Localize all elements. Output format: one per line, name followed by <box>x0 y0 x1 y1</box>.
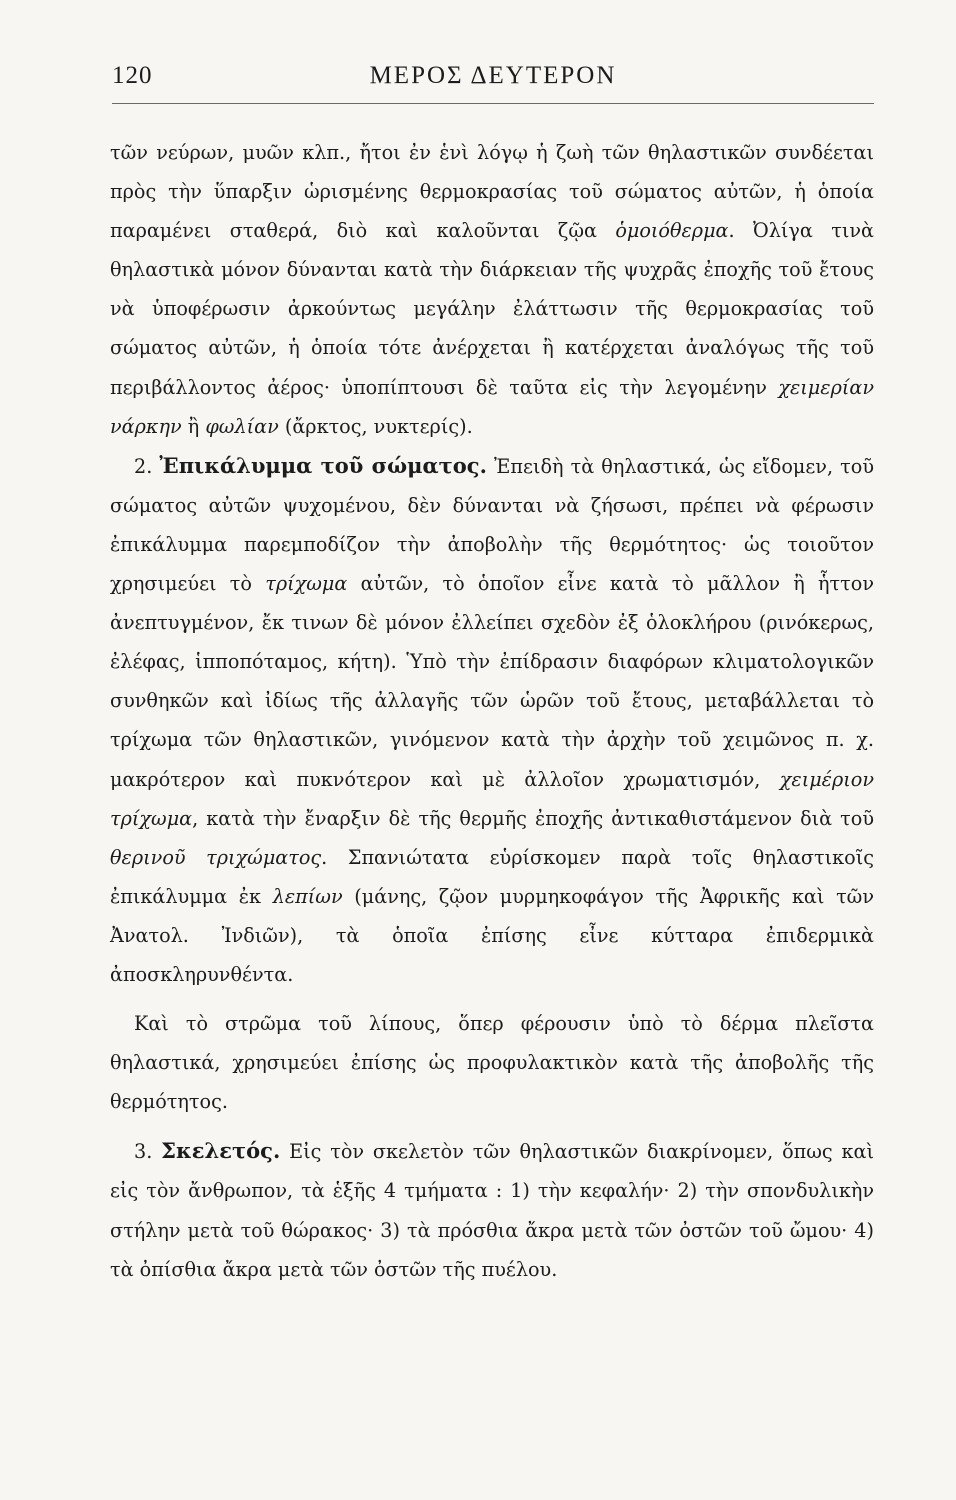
term-summer-coat: θερινοῦ τριχώματος <box>110 845 322 869</box>
running-title: ΜΕΡΟΣ ΔΕΥΤΕΡΟΝ <box>369 62 617 89</box>
term-winter-coat: χειμέριον τρίχωμα <box>110 767 874 830</box>
page-number: 120 <box>112 62 153 89</box>
paragraph-nervous-thermoregulation: τῶν νεύρων, μυῶν κλπ., ἤτοι ἐν ἑνὶ λόγῳ ἡ ζωὴ τῶν θηλαστικῶν συνδέεται πρὸς τὴν ὕπαρξιν ὡρισμένης θερμοκρασίας τοῦ σώματος αὐτῶν, ἡ ὁποία παραμένει σταθερά, διὸ καὶ καλοῦνται ζῷα ὁμοιόθερμα. Ὀλίγα τινὰ θηλαστικὰ μόνον δύνανται κατὰ τὴν διάρκειαν τῆς ψυχρᾶς ἐποχῆς τοῦ ἔτους νὰ ὑποφέρωσιν ἀρκούντως μεγάλην ἐλάττωσιν τῆς θερμοκρασίας τοῦ σώματος αὐτῶν, ἡ ὁποία τότε ἀνέρχεται ἢ κατέρχεται ἀναλόγως τῆς τοῦ περιβάλλοντος ἀέρος· ὑποπίπτουσι δὲ ταῦτα εἰς τὴν λεγομένην χειμερίαν νάρκην ἢ φωλίαν (ἄρκτος, νυκτερίς). <box>110 141 874 438</box>
page-body <box>110 133 874 1289</box>
term-hibernation: χειμερίαν νάρκην <box>110 375 874 438</box>
section-body-covering: 2. Ἐπικάλυμμα τοῦ σώματος. Ἐπειδὴ τὰ θηλαστικά, ὡς εἴδομεν, τοῦ σώματος αὐτῶν ψυχομένου, δὲν δύνανται νὰ ζήσωσι, πρέπει νὰ φέρωσιν ἐπικάλυμμα παρεμποδίζον τὴν ἀποβολὴν τῆς θερμότητος· ὡς τοιοῦτον χρησιμεύει τὸ τρίχωμα αὐτῶν, τὸ ὁποῖον εἶνε κατὰ τὸ μᾶλλον ἢ ἧττον ἀνεπτυγμένον, ἔκ τινων δὲ μόνον ἐλλείπει σχεδὸν ἐξ ὁλοκλήρου (ρινόκερως, ἐλέφας, ἱπποπόταμος, κήτη). Ὑπὸ τὴν ἐπίδρασιν διαφόρων κλιματολογικῶν συνθηκῶν καὶ ἰδίως τῆς ἀλλαγῆς τῶν ὡρῶν τοῦ ἔτους, μεταβάλλεται τὸ τρίχωμα τῶν θηλαστικῶν, γινόμενον κατὰ τὴν ἀρχὴν τοῦ χειμῶνος π. χ. μακρότερον καὶ πυκνότερον καὶ μὲ ἀλλοῖον χρωματισμόν, χειμέριον τρίχωμα, κατὰ τὴν ἔναρξιν δὲ τῆς θερμῆς ἐποχῆς ἀντικαθιστάμενον διὰ τοῦ θερινοῦ τριχώματος. Σπανιώτατα εὑρίσκομεν παρὰ τοῖς θηλαστικοῖς ἐπικάλυμμα ἐκ λεπίων (μάνης, ζῷον μυρμηκοφάγον τῆς Ἀφρικῆς καὶ τῶν Ἀνατολ. Ἰνδιῶν), τὰ ὁποῖα ἐπίσης εἶνε κύτταρα ἐπιδερμικὰ ἀποσκληρυνθέντα. <box>110 452 874 986</box>
paragraph-fat-layer: Καὶ τὸ στρῶμα τοῦ λίπους, ὅπερ φέρουσιν ὑπὸ τὸ δέρμα πλεῖστα θηλαστικά, χρησιμεύει ἐπίσης ὡς προφυλακτικὸν κατὰ τῆς ἀποβολῆς τῆς θερμότητος. <box>110 1012 874 1114</box>
term-fōlia: φωλίαν <box>205 414 279 438</box>
section-number: 3. <box>134 1140 153 1164</box>
header-rule <box>112 103 874 104</box>
term-hair-coat: τρίχωμα <box>265 572 348 596</box>
term-scales: λεπίων <box>272 884 343 908</box>
section-number: 2. <box>134 454 153 478</box>
term-homeothermic: ὁμοιόθερμα <box>615 219 729 243</box>
section-skeleton: 3. Σκελετός. Εἰς τὸν σκελετὸν τῶν θηλαστικῶν διακρίνομεν, ὅπως καὶ εἰς τὸν ἄνθρωπον, τὰ ἑξῆς 4 τμήματα : 1) τὴν κεφαλήν· 2) τὴν σπονδυλικὴν στήλην μετὰ τοῦ θώρακος· 3) τὰ πρόσθια ἄκρα μετὰ τῶν ὀστῶν τοῦ ὤμου· 4) τὰ ὀπίσθια ἄκρα μετὰ τῶν ὀστῶν τῆς πυέλου. <box>110 1138 874 1281</box>
page-header <box>112 62 874 102</box>
section-heading: Ἐπικάλυμμα τοῦ σώματος. <box>159 452 487 478</box>
section-heading: Σκελετός. <box>161 1138 281 1164</box>
